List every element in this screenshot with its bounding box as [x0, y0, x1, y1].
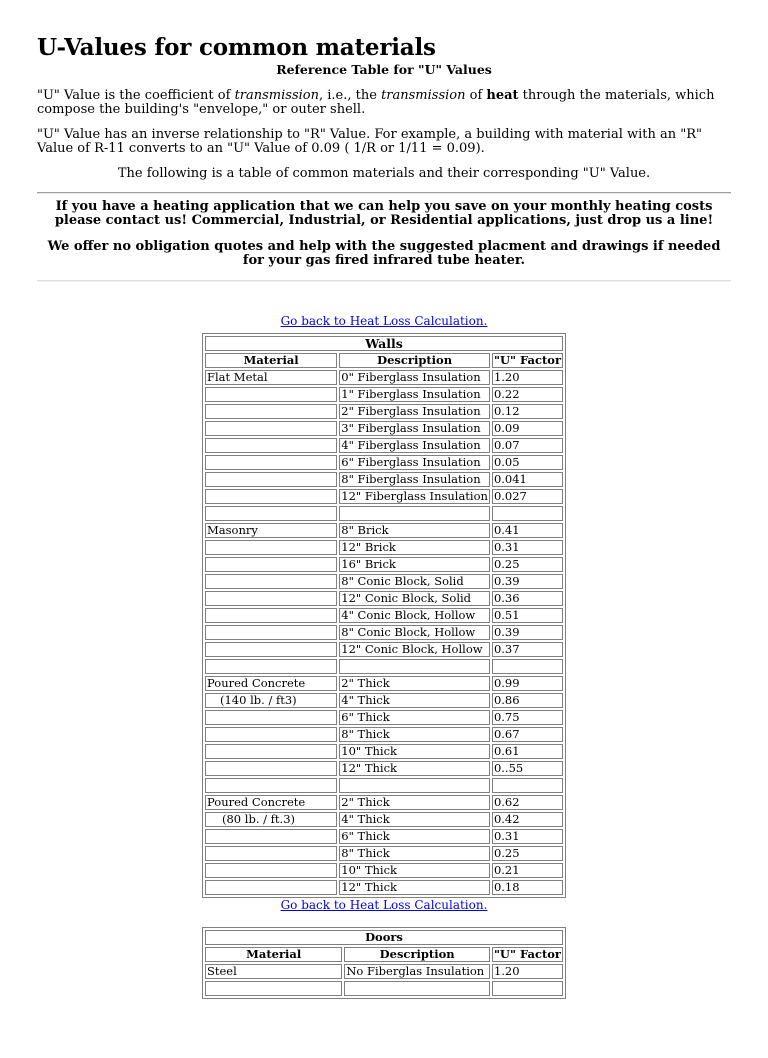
table-row: [205, 761, 563, 776]
cell-description: No Fiberglas Insulation: [344, 964, 490, 979]
walls-table-header: [205, 353, 563, 368]
table-row: [205, 506, 563, 521]
page-title: U-Values for common materials: [37, 34, 436, 61]
cell-material: [205, 421, 337, 436]
cell-description: 4" Conic Block, Hollow: [339, 608, 490, 623]
cell-u-factor: 1.20: [492, 964, 563, 979]
walls-table: [202, 333, 566, 898]
table-row: [205, 727, 563, 742]
cell-material: Steel: [205, 964, 342, 979]
cell-material: [205, 506, 337, 521]
cell-u-factor: 0.31: [492, 540, 563, 555]
cell-material: [205, 710, 337, 725]
cell-u-factor: 0.25: [492, 557, 563, 572]
table-row: [205, 829, 563, 844]
cell-description: 12" Conic Block, Solid: [339, 591, 490, 606]
table-row: [205, 608, 563, 623]
table-row: [205, 693, 563, 708]
table-row: [205, 591, 563, 606]
cell-material: [205, 438, 337, 453]
table-row: [205, 387, 563, 402]
cell-u-factor: 0.25: [492, 846, 563, 861]
cell-material: (80 lb. / ft.3): [205, 812, 337, 827]
cell-description: 16" Brick: [339, 557, 490, 572]
column-header-description: Description: [339, 353, 490, 368]
intro-paragraph-3: The following is a table of common materials and their corresponding "U" Value.: [117, 166, 651, 181]
table-row: [205, 744, 563, 759]
cell-description: 8" Conic Block, Hollow: [339, 625, 490, 640]
back-to-heat-loss-link[interactable]: Go back to Heat Loss Calculation.: [280, 314, 488, 328]
cell-u-factor: 0.39: [492, 574, 563, 589]
table-row: [205, 812, 563, 827]
cell-material: [205, 863, 337, 878]
table-row: [205, 625, 563, 640]
cell-description: 12" Fiberglass Insulation: [341, 489, 488, 503]
cell-material: [205, 404, 337, 419]
cell-u-factor: 0.75: [492, 710, 563, 725]
cell-description: 2" Thick: [339, 676, 490, 691]
back-link-row: [37, 314, 731, 329]
divider: [37, 280, 731, 282]
cell-description: 2" Thick: [339, 795, 490, 810]
cell-material: [205, 846, 337, 861]
cell-material: [205, 489, 337, 504]
intro-paragraph-1: "U" Value is the coefficient of transmission, i.e., the transmission of heat through the materials, which compose the building's "envelope," or outer shell.: [37, 88, 715, 117]
table-row: [205, 574, 563, 589]
column-header-material: Material: [205, 947, 342, 962]
cell-material: [205, 387, 337, 402]
cell-u-factor: 0.36: [492, 591, 563, 606]
cell-u-factor: 0.62: [492, 795, 563, 810]
cell-u-factor: 0.041: [492, 472, 563, 487]
cell-material: [205, 574, 337, 589]
cell-description: [339, 506, 490, 521]
table-row: [205, 659, 563, 674]
table-row: [205, 421, 563, 436]
cell-description: 8" Fiberglass Insulation: [339, 472, 490, 487]
cell-u-factor: 0..55: [492, 761, 563, 776]
cell-description: 1" Fiberglass Insulation: [339, 387, 490, 402]
walls-table-caption: Walls: [205, 336, 563, 351]
column-header-description: Description: [344, 947, 490, 962]
cell-u-factor: 0.21: [492, 863, 563, 878]
column-header-u-factor: "U" Factor: [492, 947, 563, 962]
cell-description: 8" Thick: [339, 846, 490, 861]
cell-u-factor: 0.41: [492, 523, 563, 538]
cell-u-factor: 0.86: [492, 693, 563, 708]
cell-material: [205, 625, 337, 640]
cell-material: [205, 540, 337, 555]
doors-table-header: [205, 947, 563, 962]
cell-u-factor: [492, 981, 563, 996]
cell-u-factor: 0.05: [492, 455, 563, 470]
cell-description: 12" Thick: [339, 880, 490, 895]
table-row: [205, 404, 563, 419]
cell-u-factor: 0.31: [492, 829, 563, 844]
cell-material: [205, 744, 337, 759]
cell-description: 3" Fiberglass Insulation: [339, 421, 490, 436]
cell-u-factor: 0.027: [492, 489, 563, 504]
cell-material: [205, 455, 337, 470]
cell-description: [339, 778, 490, 793]
table-row: [205, 676, 563, 691]
cell-u-factor: [492, 506, 563, 521]
cell-description: 12" Thick: [339, 761, 490, 776]
cell-u-factor: 0.09: [492, 421, 563, 436]
cell-description: 2" Fiberglass Insulation: [339, 404, 490, 419]
cell-description: 10" Thick: [339, 863, 490, 878]
doors-table: [202, 927, 566, 999]
cell-description: 12" Brick: [339, 540, 490, 555]
doors-table-caption: Doors: [205, 930, 563, 945]
cell-description: [339, 659, 490, 674]
cell-material: [205, 557, 337, 572]
table-row: [205, 370, 563, 385]
cell-u-factor: 0.07: [492, 438, 563, 453]
cell-material: [205, 761, 337, 776]
column-header-u-factor: "U" Factor: [493, 353, 561, 367]
table-row: [205, 557, 563, 572]
cell-material: (140 lb. / ft3): [205, 693, 337, 708]
table-row: [205, 642, 563, 657]
cell-description: 12" Conic Block, Hollow: [339, 642, 490, 657]
cell-material: Poured Concrete: [205, 795, 337, 810]
table-row: [205, 710, 563, 725]
cell-description: 6" Thick: [339, 710, 490, 725]
cell-description: 8" Conic Block, Solid: [339, 574, 490, 589]
cell-u-factor: 0.39: [492, 625, 563, 640]
cell-material: [205, 829, 337, 844]
table-row: [205, 438, 563, 453]
cell-material: Poured Concrete: [205, 676, 337, 691]
table-row: [205, 795, 563, 810]
promo-quotes: We offer no obligation quotes and help with the suggested placment and drawings if needed for your gas fired infrared tube heater.: [47, 239, 721, 268]
cell-material: [205, 591, 337, 606]
column-header-material: Material: [205, 353, 337, 368]
cell-u-factor: [492, 659, 563, 674]
cell-u-factor: 0.22: [492, 387, 563, 402]
cell-material: [205, 608, 337, 623]
cell-material: [205, 981, 342, 996]
table-row: [205, 964, 563, 979]
divider: [37, 192, 731, 194]
cell-description: 0" Fiberglass Insulation: [339, 370, 490, 385]
cell-u-factor: 0.37: [492, 642, 563, 657]
cell-material: Flat Metal: [205, 370, 337, 385]
table-row: [205, 455, 563, 470]
table-row: [205, 846, 563, 861]
cell-description: 4" Thick: [339, 693, 490, 708]
cell-u-factor: [492, 778, 563, 793]
back-to-heat-loss-link[interactable]: Go back to Heat Loss Calculation.: [280, 898, 488, 912]
cell-material: Masonry: [205, 523, 337, 538]
cell-description: 10" Thick: [339, 744, 490, 759]
cell-material: [205, 642, 337, 657]
table-row: [205, 472, 563, 487]
table-row: [205, 523, 563, 538]
cell-description: 8" Thick: [339, 727, 490, 742]
table-row: [205, 540, 563, 555]
cell-description: [344, 981, 490, 996]
cell-material: [205, 472, 337, 487]
cell-description: 6" Thick: [339, 829, 490, 844]
promo-contact: If you have a heating application that we can help you save on your monthly heating costs please contact us! Commercial, Industrial, or Residential applications, just drop us a line!: [54, 199, 714, 228]
cell-u-factor: 0.18: [492, 880, 563, 895]
table-row: [205, 778, 563, 793]
cell-u-factor: 0.67: [492, 727, 563, 742]
table-row: [205, 863, 563, 878]
intro-paragraph-2: "U" Value has an inverse relationship to "R" Value. For example, a building with material with an "R" Value of R-11 converts to an "U" Value of 0.09 ( 1/R or 1/11 = 0.09).: [37, 127, 703, 156]
cell-u-factor: 0.12: [492, 404, 563, 419]
cell-u-factor: 0.42: [492, 812, 563, 827]
cell-u-factor: 0.51: [492, 608, 563, 623]
cell-material: [205, 727, 337, 742]
table-row: [205, 489, 563, 504]
table-row: [205, 880, 563, 895]
cell-description: 4" Fiberglass Insulation: [339, 438, 490, 453]
cell-u-factor: 0.61: [492, 744, 563, 759]
cell-u-factor: 1.20: [492, 370, 563, 385]
cell-description: 6" Fiberglass Insulation: [339, 455, 490, 470]
cell-description: 4" Thick: [339, 812, 490, 827]
cell-material: [205, 880, 337, 895]
cell-description: 8" Brick: [339, 523, 490, 538]
back-link-row: [37, 898, 731, 913]
cell-material: [205, 659, 337, 674]
cell-material: [205, 778, 337, 793]
page-subtitle: Reference Table for "U" Values: [276, 62, 492, 77]
page: [0, 34, 768, 999]
cell-u-factor: 0.99: [492, 676, 563, 691]
table-row: [205, 981, 563, 996]
